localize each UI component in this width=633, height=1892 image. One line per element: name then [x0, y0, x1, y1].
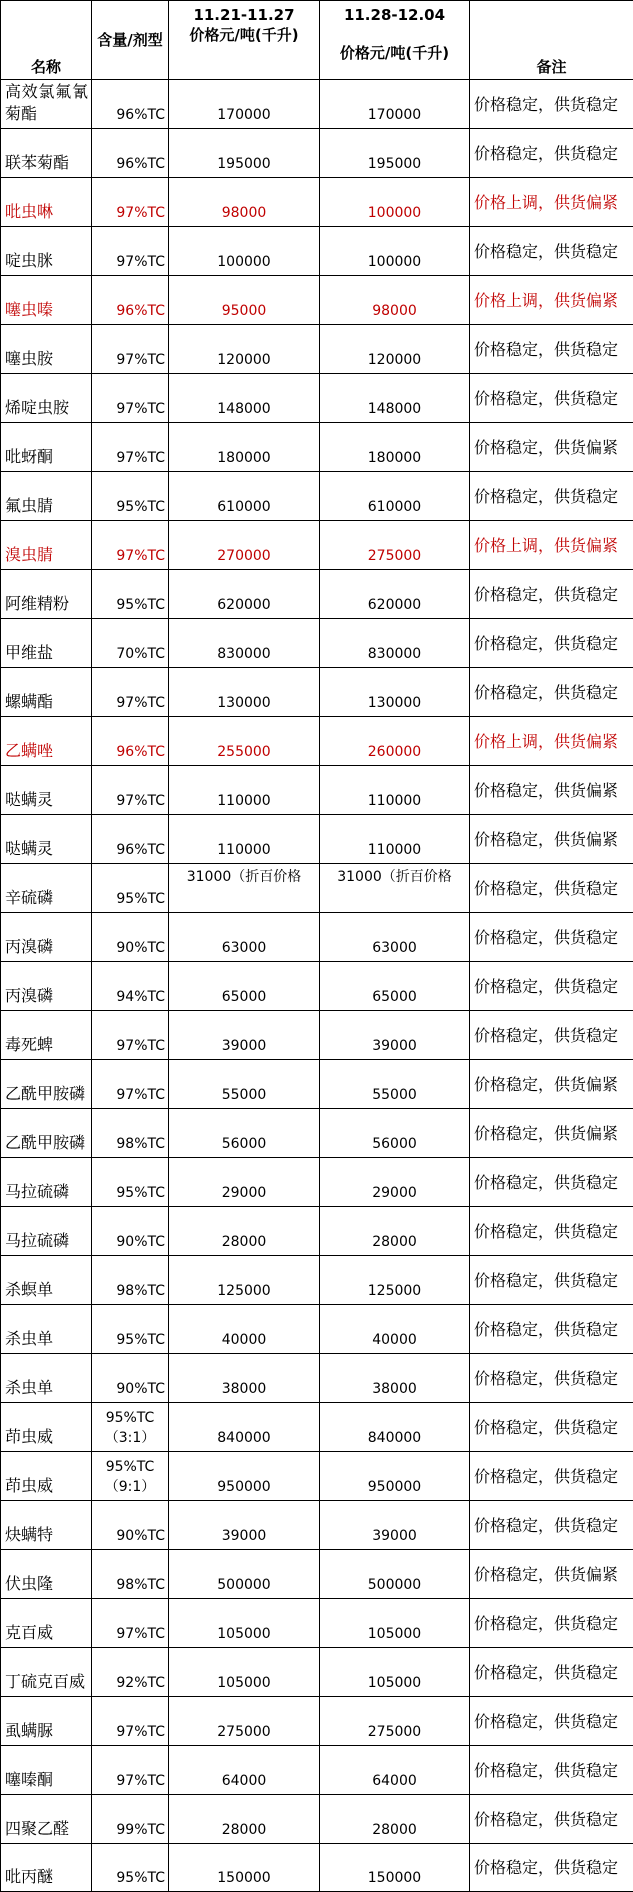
spec-cell: 97%TC: [92, 1060, 169, 1109]
price-period2-cell: 31000（折百价格: [320, 864, 470, 913]
spec-cell: 95%TC: [92, 1305, 169, 1354]
spec-cell: 97%TC: [92, 766, 169, 815]
price-period2-cell: 830000: [320, 619, 470, 668]
price-period1-cell: 620000: [169, 570, 320, 619]
remark-cell: 价格稳定，供货稳定: [470, 1011, 633, 1060]
remark-cell: 价格稳定，供货稳定: [470, 1256, 633, 1305]
table-row: [1, 1795, 633, 1844]
product-name-cell: 马拉硫磷: [1, 1207, 92, 1256]
price-period2-cell: 64000: [320, 1746, 470, 1795]
price-period1-cell: 56000: [169, 1109, 320, 1158]
product-name-cell: 茚虫威: [1, 1452, 92, 1501]
price-period2-cell: 28000: [320, 1795, 470, 1844]
price-period2-cell: 100000: [320, 178, 470, 227]
spec-cell: 97%TC: [92, 1746, 169, 1795]
table-row: [1, 1403, 633, 1452]
product-name-cell: 丙溴磷: [1, 913, 92, 962]
price-period1-cell: 28000: [169, 1795, 320, 1844]
product-name-cell: 克百威: [1, 1599, 92, 1648]
remark-cell: 价格稳定，供货稳定: [470, 1305, 633, 1354]
header-period2-unit: 价格元/吨(千升): [320, 43, 469, 63]
product-name-cell: 高效氯氟氰菊酯: [1, 80, 92, 129]
price-period2-cell: 100000: [320, 227, 470, 276]
spec-cell: 97%TC: [92, 423, 169, 472]
price-period1-cell: 500000: [169, 1550, 320, 1599]
product-name-cell: 四聚乙醛: [1, 1795, 92, 1844]
spec-cell: 96%TC: [92, 276, 169, 325]
price-period2-cell: 180000: [320, 423, 470, 472]
spec-cell: 94%TC: [92, 962, 169, 1011]
spec-cell: 97%TC: [92, 325, 169, 374]
header-period1-unit: 价格元/吨(千升): [169, 25, 319, 45]
price-period1-cell: 125000: [169, 1256, 320, 1305]
table-row: [1, 570, 633, 619]
product-name-cell: 螺螨酯: [1, 668, 92, 717]
product-name-cell: 辛硫磷: [1, 864, 92, 913]
product-name-cell: 毒死蜱: [1, 1011, 92, 1060]
product-name-cell: 哒螨灵: [1, 815, 92, 864]
price-period2-cell: 500000: [320, 1550, 470, 1599]
table-row: [1, 619, 633, 668]
price-period1-cell: 65000: [169, 962, 320, 1011]
remark-cell: 价格稳定，供货稳定: [470, 1648, 633, 1697]
spec-cell: 90%TC: [92, 1501, 169, 1550]
remark-cell: 价格上调，供货偏紧: [470, 178, 633, 227]
table-row: [1, 521, 633, 570]
header-period2-dates: 11.28-12.04: [320, 5, 469, 43]
price-period1-cell: 275000: [169, 1697, 320, 1746]
price-period2-cell: 620000: [320, 570, 470, 619]
spec-cell: 92%TC: [92, 1648, 169, 1697]
spec-cell: 95%TC（9:1）: [92, 1452, 169, 1501]
price-period2-cell: 98000: [320, 276, 470, 325]
price-period1-cell: 270000: [169, 521, 320, 570]
spec-cell: 98%TC: [92, 1109, 169, 1158]
price-period2-cell: 28000: [320, 1207, 470, 1256]
price-period2-cell: 105000: [320, 1599, 470, 1648]
price-period1-cell: 110000: [169, 815, 320, 864]
remark-cell: 价格稳定，供货偏紧: [470, 423, 633, 472]
remark-cell: 价格稳定，供货稳定: [470, 1403, 633, 1452]
spec-cell: 95%TC: [92, 1844, 169, 1892]
price-period2-cell: 110000: [320, 815, 470, 864]
remark-cell: 价格稳定，供货稳定: [470, 1354, 633, 1403]
header-period1-dates: 11.21-11.27: [169, 5, 319, 25]
price-period1-cell: 195000: [169, 129, 320, 178]
spec-cell: 90%TC: [92, 1354, 169, 1403]
header-period2: [320, 1, 470, 80]
price-period2-cell: 195000: [320, 129, 470, 178]
table-row: [1, 1158, 633, 1207]
price-period1-cell: 950000: [169, 1452, 320, 1501]
price-period1-cell: 39000: [169, 1501, 320, 1550]
table-row: [1, 1599, 633, 1648]
remark-cell: 价格稳定，供货稳定: [470, 129, 633, 178]
price-period2-cell: 275000: [320, 1697, 470, 1746]
table-row: [1, 1697, 633, 1746]
remark-cell: 价格上调，供货偏紧: [470, 717, 633, 766]
price-period1-cell: 130000: [169, 668, 320, 717]
remark-cell: 价格稳定，供货稳定: [470, 374, 633, 423]
table-row: [1, 1060, 633, 1109]
price-period1-cell: 170000: [169, 80, 320, 129]
remark-cell: 价格稳定，供货稳定: [470, 227, 633, 276]
price-period2-cell: 65000: [320, 962, 470, 1011]
product-name-cell: 乙酰甲胺磷: [1, 1060, 92, 1109]
header-spec: 含量/剂型: [92, 1, 169, 80]
remark-cell: 价格稳定，供货稳定: [470, 1207, 633, 1256]
header-name: 名称: [1, 1, 92, 80]
price-period1-cell: 105000: [169, 1599, 320, 1648]
header-remark: 备注: [470, 1, 633, 80]
price-period2-cell: 40000: [320, 1305, 470, 1354]
table-row: [1, 1550, 633, 1599]
product-name-cell: 乙螨唑: [1, 717, 92, 766]
table-row: [1, 423, 633, 472]
table-row: [1, 962, 633, 1011]
product-name-cell: 炔螨特: [1, 1501, 92, 1550]
remark-cell: 价格稳定，供货稳定: [470, 1697, 633, 1746]
table-row: [1, 1109, 633, 1158]
price-period2-cell: 260000: [320, 717, 470, 766]
table-row: [1, 472, 633, 521]
price-period1-cell: 840000: [169, 1403, 320, 1452]
spec-cell: 96%TC: [92, 815, 169, 864]
price-period1-cell: 64000: [169, 1746, 320, 1795]
remark-cell: 价格稳定，供货稳定: [470, 325, 633, 374]
price-period2-cell: 275000: [320, 521, 470, 570]
spec-cell: 95%TC（3:1）: [92, 1403, 169, 1452]
spec-cell: 90%TC: [92, 913, 169, 962]
product-name-cell: 丙溴磷: [1, 962, 92, 1011]
remark-cell: 价格稳定，供货稳定: [470, 619, 633, 668]
table-row: [1, 815, 633, 864]
spec-cell: 97%TC: [92, 668, 169, 717]
remark-cell: 价格上调，供货偏紧: [470, 276, 633, 325]
table-row: [1, 1256, 633, 1305]
table-row: [1, 1207, 633, 1256]
price-period1-cell: 610000: [169, 472, 320, 521]
price-period1-cell: 28000: [169, 1207, 320, 1256]
table-row: [1, 227, 633, 276]
price-period2-cell: 29000: [320, 1158, 470, 1207]
price-period2-cell: 840000: [320, 1403, 470, 1452]
price-period2-cell: 150000: [320, 1844, 470, 1892]
header-period1: [169, 1, 320, 80]
price-period1-cell: 105000: [169, 1648, 320, 1697]
table-row: [1, 129, 633, 178]
price-period1-cell: 29000: [169, 1158, 320, 1207]
table-row: [1, 1648, 633, 1697]
product-name-cell: 乙酰甲胺磷: [1, 1109, 92, 1158]
remark-cell: 价格稳定，供货稳定: [470, 962, 633, 1011]
product-name-cell: 噻虫胺: [1, 325, 92, 374]
price-period2-cell: 110000: [320, 766, 470, 815]
spec-cell: 96%TC: [92, 717, 169, 766]
product-name-cell: 甲维盐: [1, 619, 92, 668]
spec-cell: 95%TC: [92, 864, 169, 913]
price-period1-cell: 38000: [169, 1354, 320, 1403]
table-row: [1, 374, 633, 423]
remark-cell: 价格稳定，供货稳定: [470, 570, 633, 619]
price-period1-cell: 830000: [169, 619, 320, 668]
price-period2-cell: 38000: [320, 1354, 470, 1403]
remark-cell: 价格稳定，供货稳定: [470, 1746, 633, 1795]
product-name-cell: 氟虫腈: [1, 472, 92, 521]
remark-cell: 价格稳定，供货稳定: [470, 1795, 633, 1844]
table-row: [1, 1011, 633, 1060]
remark-cell: 价格稳定，供货偏紧: [470, 1060, 633, 1109]
remark-cell: 价格稳定，供货稳定: [470, 1452, 633, 1501]
price-period2-cell: 130000: [320, 668, 470, 717]
remark-cell: 价格稳定，供货稳定: [470, 1844, 633, 1892]
product-name-cell: 虱螨脲: [1, 1697, 92, 1746]
product-name-cell: 杀螟单: [1, 1256, 92, 1305]
price-period2-cell: 125000: [320, 1256, 470, 1305]
table-row: [1, 1844, 633, 1892]
spec-cell: 97%TC: [92, 1599, 169, 1648]
price-period1-cell: 110000: [169, 766, 320, 815]
product-name-cell: 丁硫克百威: [1, 1648, 92, 1697]
remark-cell: 价格稳定，供货稳定: [470, 668, 633, 717]
spec-cell: 96%TC: [92, 129, 169, 178]
price-period2-cell: 148000: [320, 374, 470, 423]
table-row: [1, 668, 633, 717]
product-name-cell: 啶虫脒: [1, 227, 92, 276]
remark-cell: 价格稳定，供货稳定: [470, 1158, 633, 1207]
table-row: [1, 1452, 633, 1501]
price-period1-cell: 98000: [169, 178, 320, 227]
remark-cell: 价格稳定，供货偏紧: [470, 815, 633, 864]
product-name-cell: 马拉硫磷: [1, 1158, 92, 1207]
spec-cell: 95%TC: [92, 1158, 169, 1207]
spec-cell: 98%TC: [92, 1256, 169, 1305]
price-period2-cell: 610000: [320, 472, 470, 521]
spec-cell: 98%TC: [92, 1550, 169, 1599]
price-period2-cell: 63000: [320, 913, 470, 962]
spec-cell: 97%TC: [92, 227, 169, 276]
spec-cell: 97%TC: [92, 374, 169, 423]
table-row: [1, 178, 633, 227]
table-row: [1, 1501, 633, 1550]
price-period2-cell: 56000: [320, 1109, 470, 1158]
product-name-cell: 吡蚜酮: [1, 423, 92, 472]
price-period2-cell: 39000: [320, 1011, 470, 1060]
table-row: [1, 276, 633, 325]
product-name-cell: 烯啶虫胺: [1, 374, 92, 423]
price-period2-cell: 170000: [320, 80, 470, 129]
price-period1-cell: 55000: [169, 1060, 320, 1109]
remark-cell: 价格稳定，供货稳定: [470, 472, 633, 521]
price-period2-cell: 950000: [320, 1452, 470, 1501]
price-period1-cell: 39000: [169, 1011, 320, 1060]
price-period2-cell: 120000: [320, 325, 470, 374]
remark-cell: 价格稳定，供货稳定: [470, 1599, 633, 1648]
table-row: [1, 325, 633, 374]
product-name-cell: 哒螨灵: [1, 766, 92, 815]
table-row: [1, 913, 633, 962]
price-period1-cell: 180000: [169, 423, 320, 472]
product-name-cell: 杀虫单: [1, 1354, 92, 1403]
remark-cell: 价格稳定，供货稳定: [470, 913, 633, 962]
table-row: [1, 864, 633, 913]
price-period1-cell: 31000（折百价格: [169, 864, 320, 913]
spec-cell: 97%TC: [92, 521, 169, 570]
table-row: [1, 766, 633, 815]
price-period1-cell: 40000: [169, 1305, 320, 1354]
table-row: [1, 1746, 633, 1795]
remark-cell: 价格上调，供货偏紧: [470, 521, 633, 570]
spec-cell: 97%TC: [92, 1011, 169, 1060]
table-row: [1, 1354, 633, 1403]
product-name-cell: 伏虫隆: [1, 1550, 92, 1599]
spec-cell: 99%TC: [92, 1795, 169, 1844]
price-period2-cell: 55000: [320, 1060, 470, 1109]
remark-cell: 价格稳定，供货偏紧: [470, 766, 633, 815]
remark-cell: 价格稳定，供货偏紧: [470, 1109, 633, 1158]
remark-cell: 价格稳定，供货稳定: [470, 80, 633, 129]
product-name-cell: 噻嗪酮: [1, 1746, 92, 1795]
product-name-cell: 杀虫单: [1, 1305, 92, 1354]
product-name-cell: 溴虫腈: [1, 521, 92, 570]
price-period1-cell: 150000: [169, 1844, 320, 1892]
remark-cell: 价格稳定，供货偏紧: [470, 1550, 633, 1599]
spec-cell: 95%TC: [92, 472, 169, 521]
spec-cell: 97%TC: [92, 1697, 169, 1746]
price-period2-cell: 105000: [320, 1648, 470, 1697]
product-name-cell: 吡虫啉: [1, 178, 92, 227]
spec-cell: 70%TC: [92, 619, 169, 668]
table-row: [1, 1305, 633, 1354]
spec-cell: 95%TC: [92, 570, 169, 619]
price-period1-cell: 63000: [169, 913, 320, 962]
product-name-cell: 吡丙醚: [1, 1844, 92, 1892]
table-body: [1, 80, 633, 1892]
price-period1-cell: 255000: [169, 717, 320, 766]
price-period1-cell: 148000: [169, 374, 320, 423]
table-row: [1, 717, 633, 766]
product-name-cell: 联苯菊酯: [1, 129, 92, 178]
product-name-cell: 茚虫威: [1, 1403, 92, 1452]
remark-cell: 价格稳定，供货稳定: [470, 864, 633, 913]
spec-cell: 97%TC: [92, 178, 169, 227]
price-period2-cell: 39000: [320, 1501, 470, 1550]
remark-cell: 价格稳定，供货稳定: [470, 1501, 633, 1550]
spec-cell: 90%TC: [92, 1207, 169, 1256]
price-period1-cell: 100000: [169, 227, 320, 276]
table-row: [1, 80, 633, 129]
header-row: [1, 1, 633, 80]
product-name-cell: 噻虫嗪: [1, 276, 92, 325]
spec-cell: 96%TC: [92, 80, 169, 129]
price-period1-cell: 95000: [169, 276, 320, 325]
product-name-cell: 阿维精粉: [1, 570, 92, 619]
price-period1-cell: 120000: [169, 325, 320, 374]
